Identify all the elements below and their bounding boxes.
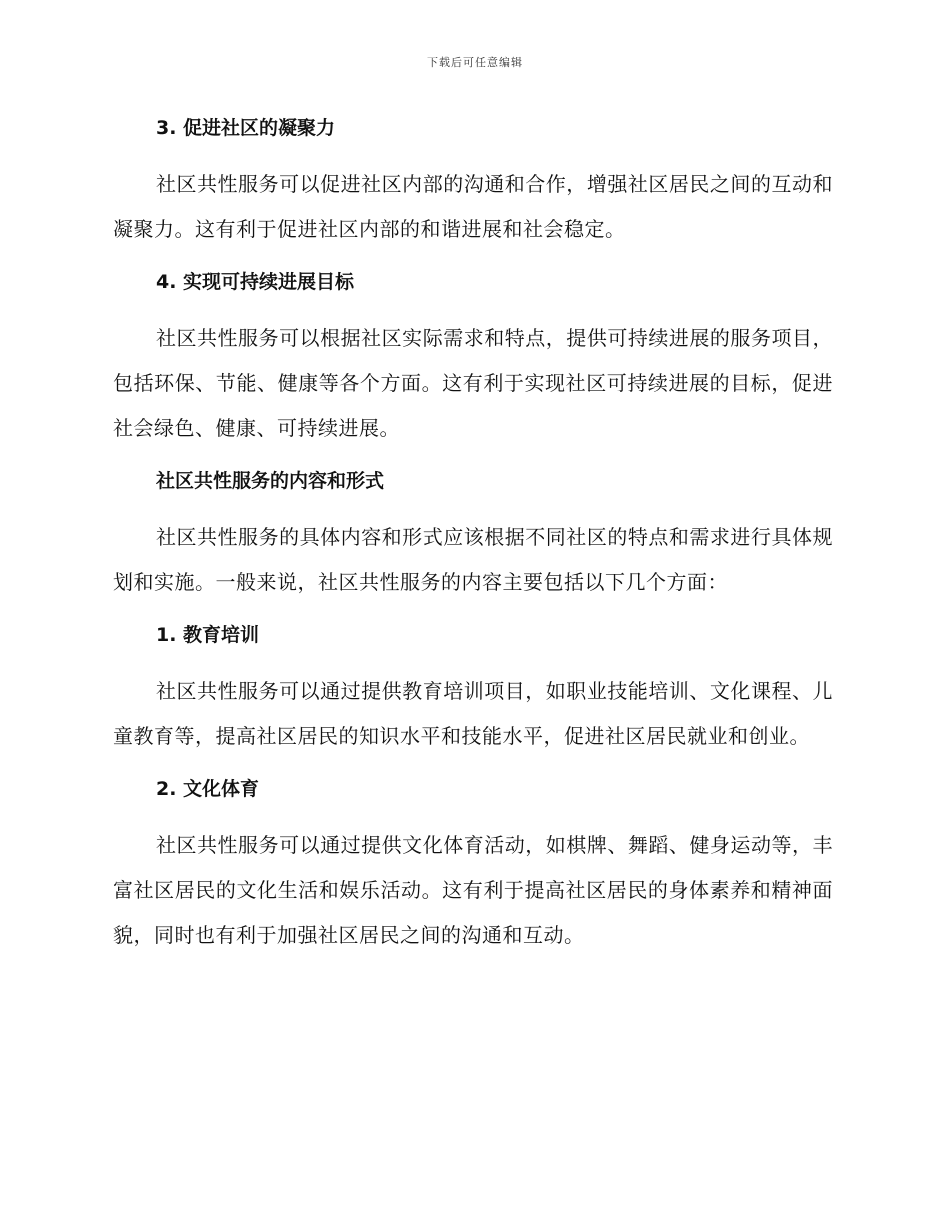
section-paragraph: 社区共性服务可以根据社区实际需求和特点，提供可持续进展的服务项目，包括环保、节能、健康等各个方面。这有利于实现社区可持续进展的目标，促进社会绿色、健康、可持续进展。 xyxy=(113,326,833,440)
section-heading: 1. 教育培训 xyxy=(156,624,260,646)
section-heading: 4. 实现可持续进展目标 xyxy=(156,271,355,293)
section-heading: 2. 文化体育 xyxy=(156,778,260,800)
document-body xyxy=(113,110,833,958)
section-heading: 社区共性服务的内容和形式 xyxy=(156,470,385,492)
section-paragraph: 社区共性服务可以促进社区内部的沟通和合作，增强社区居民之间的互动和凝聚力。这有利于促进社区内部的和谐进展和社会稳定。 xyxy=(113,172,833,241)
section-paragraph: 社区共性服务可以通过提供文化体育活动，如棋牌、舞蹈、健身运动等，丰富社区居民的文化生活和娱乐活动。这有利于提高社区居民的身体素养和精神面貌，同时也有利于加强社区居民之间的沟通和互动。 xyxy=(113,833,833,947)
page-header: 下载后可任意编辑 xyxy=(427,56,523,69)
section-paragraph: 社区共性服务可以通过提供教育培训项目，如职业技能培训、文化课程、儿童教育等，提高社区居民的知识水平和技能水平，促进社区居民就业和创业。 xyxy=(113,679,833,748)
section-heading: 3. 促进社区的凝聚力 xyxy=(156,117,336,139)
section-paragraph: 社区共性服务的具体内容和形式应该根据不同社区的特点和需求进行具体规划和实施。一般来说，社区共性服务的内容主要包括以下几个方面： xyxy=(113,525,833,594)
